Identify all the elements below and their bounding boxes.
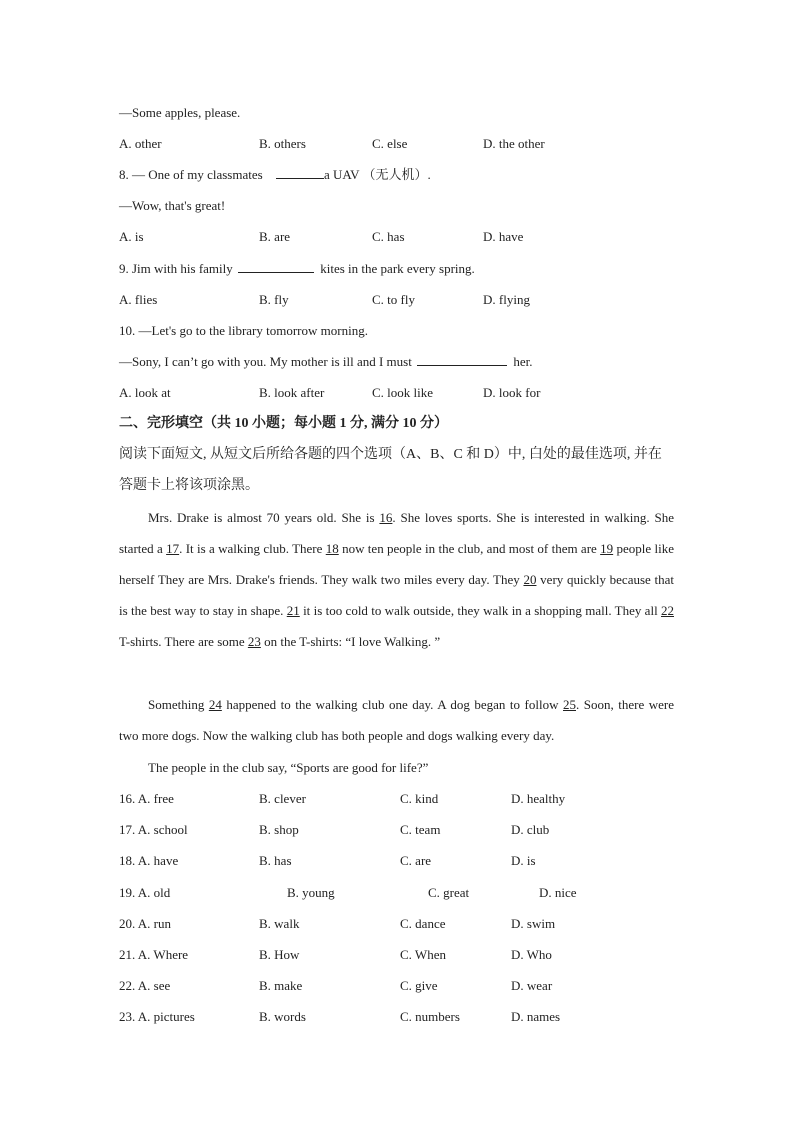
passage-text: on the T-shirts: “I love Walking. ” [260,634,441,649]
q9-option-a: A. flies [119,292,158,307]
q10-option-d: D. look for [483,385,541,400]
q8-blank [276,166,324,179]
q8-prefix: 8. — One of my classmates [119,167,263,182]
q8-option-d: D. have [483,229,524,244]
q20-option-b: B. walk [259,916,300,931]
q22-option-b: B. make [259,978,303,993]
passage-text: T-shirts. There are some [119,634,248,649]
q20-option-a: 20. A. run [119,916,171,931]
q9-blank [238,260,314,273]
q19-option-b: B. young [287,885,335,900]
q10-option-b: B. look after [259,385,325,400]
q16-option-d: D. healthy [511,791,566,806]
passage-text: happened to the walking club one day. A dog began to follow [221,697,563,712]
passage-text: people like herself They are Mrs. Drake's friends. They walk two miles every day. They [119,541,674,587]
q22-option-d: D. wear [511,978,553,993]
q10-line2 [119,353,532,371]
q8-option-c: C. has [372,229,405,244]
q17-option-d: D. club [511,822,550,837]
passage-text: it is too cold to walk outside, they walk in a shopping mall. They all [299,603,661,618]
q19-option-d: D. nice [539,885,577,900]
q7-answer-line: —Some apples, please. [119,105,241,120]
q19-option-a: 19. A. old [119,885,171,900]
blank-23: 23 [247,634,261,649]
q10-suffix: her. [513,354,533,369]
q18-option-c: C. are [400,853,432,868]
passage-text: now ten people in the club, and most of them are [338,541,601,556]
q18-option-d: D. is [511,853,536,868]
blank-18: 18 [325,541,339,556]
q23-option-a: 23. A. pictures [119,1009,195,1024]
passage-text: Something [148,697,209,712]
q16-option-b: B. clever [259,791,306,806]
q9-option-d: D. flying [483,292,530,307]
q20-option-d: D. swim [511,916,556,931]
blank-25: 25 [563,697,576,712]
q7-option-d: D. the other [483,136,545,151]
q8-option-a: A. is [119,229,144,244]
passage-paragraph-2 [119,689,674,751]
q23-option-b: B. words [259,1009,306,1024]
q8-suffix: a UAV （无人机）. [323,167,431,182]
passage-text: very quickly because that is the best way to stay in shape. [119,572,674,618]
section2-instruction-line1: 阅读下面短文, 从短文后所给各题的四个选项（A、B、C 和 D）中, 白处的最佳选项, 并在 [119,447,662,462]
q8-reply: —Wow, that's great! [119,198,226,213]
q10-option-a: A. look at [119,385,171,400]
q21-option-b: B. How [259,947,300,962]
q22-option-c: C. give [400,978,438,993]
passage-paragraph-3: The people in the club say, “Sports are good for life?” [148,760,429,775]
q7-option-c: C. else [372,136,408,151]
q9-suffix: kites in the park every spring. [320,261,475,276]
q18-option-b: B. has [259,853,292,868]
q16-option-a: 16. A. free [119,791,174,806]
q9-option-c: C. to fly [372,292,415,307]
q17-option-b: B. shop [259,822,299,837]
passage-text: . She loves sports. She is interested in walking. She started a [119,510,674,556]
q7-option-b: B. others [259,136,306,151]
q21-option-c: C. When [400,947,446,962]
q20-option-c: C. dance [400,916,446,931]
q8-question [119,166,431,184]
q16-option-c: C. kind [400,791,439,806]
q9-question [119,260,475,278]
blank-19: 19 [600,541,614,556]
q17-option-c: C. team [400,822,441,837]
section2-title: 二、完形填空（共 10 小题；每小题 1 分, 满分 10 分） [119,416,448,431]
q17-option-a: 17. A. school [119,822,188,837]
q7-option-a: A. other [119,136,162,151]
q10-prefix: —Sony, I can’t go with you. My mother is ill and I must [119,354,412,369]
blank-22: 22 [661,603,674,618]
q9-prefix: 9. Jim with his family [119,261,233,276]
blank-24: 24 [208,697,222,712]
passage-paragraph-1 [119,502,674,657]
blank-21: 21 [286,603,300,618]
q8-option-b: B. are [259,229,291,244]
q18-option-a: 18. A. have [119,853,179,868]
q19-option-c: C. great [428,885,470,900]
q10-line1: 10. —Let's go to the library tomorrow morning. [119,323,368,338]
passage-text: Mrs. Drake is almost 70 years old. She is [148,510,380,525]
q10-blank [417,353,507,366]
q23-option-c: C. numbers [400,1009,460,1024]
q21-option-d: D. Who [511,947,552,962]
q22-option-a: 22. A. see [119,978,171,993]
q21-option-a: 21. A. Where [119,947,189,962]
passage-text: . It is a walking club. There [179,541,326,556]
blank-20: 20 [523,572,537,587]
passage-text: . Soon, there were two more dogs. Now the walking club has both people and dogs walking every day. [119,697,674,743]
q10-option-c: C. look like [372,385,434,400]
blank-17: 17 [166,541,180,556]
section2-instruction-line2: 答题卡上将该项涂黑。 [119,478,259,493]
q9-option-b: B. fly [259,292,289,307]
blank-16: 16 [379,510,393,525]
q23-option-d: D. names [511,1009,561,1024]
